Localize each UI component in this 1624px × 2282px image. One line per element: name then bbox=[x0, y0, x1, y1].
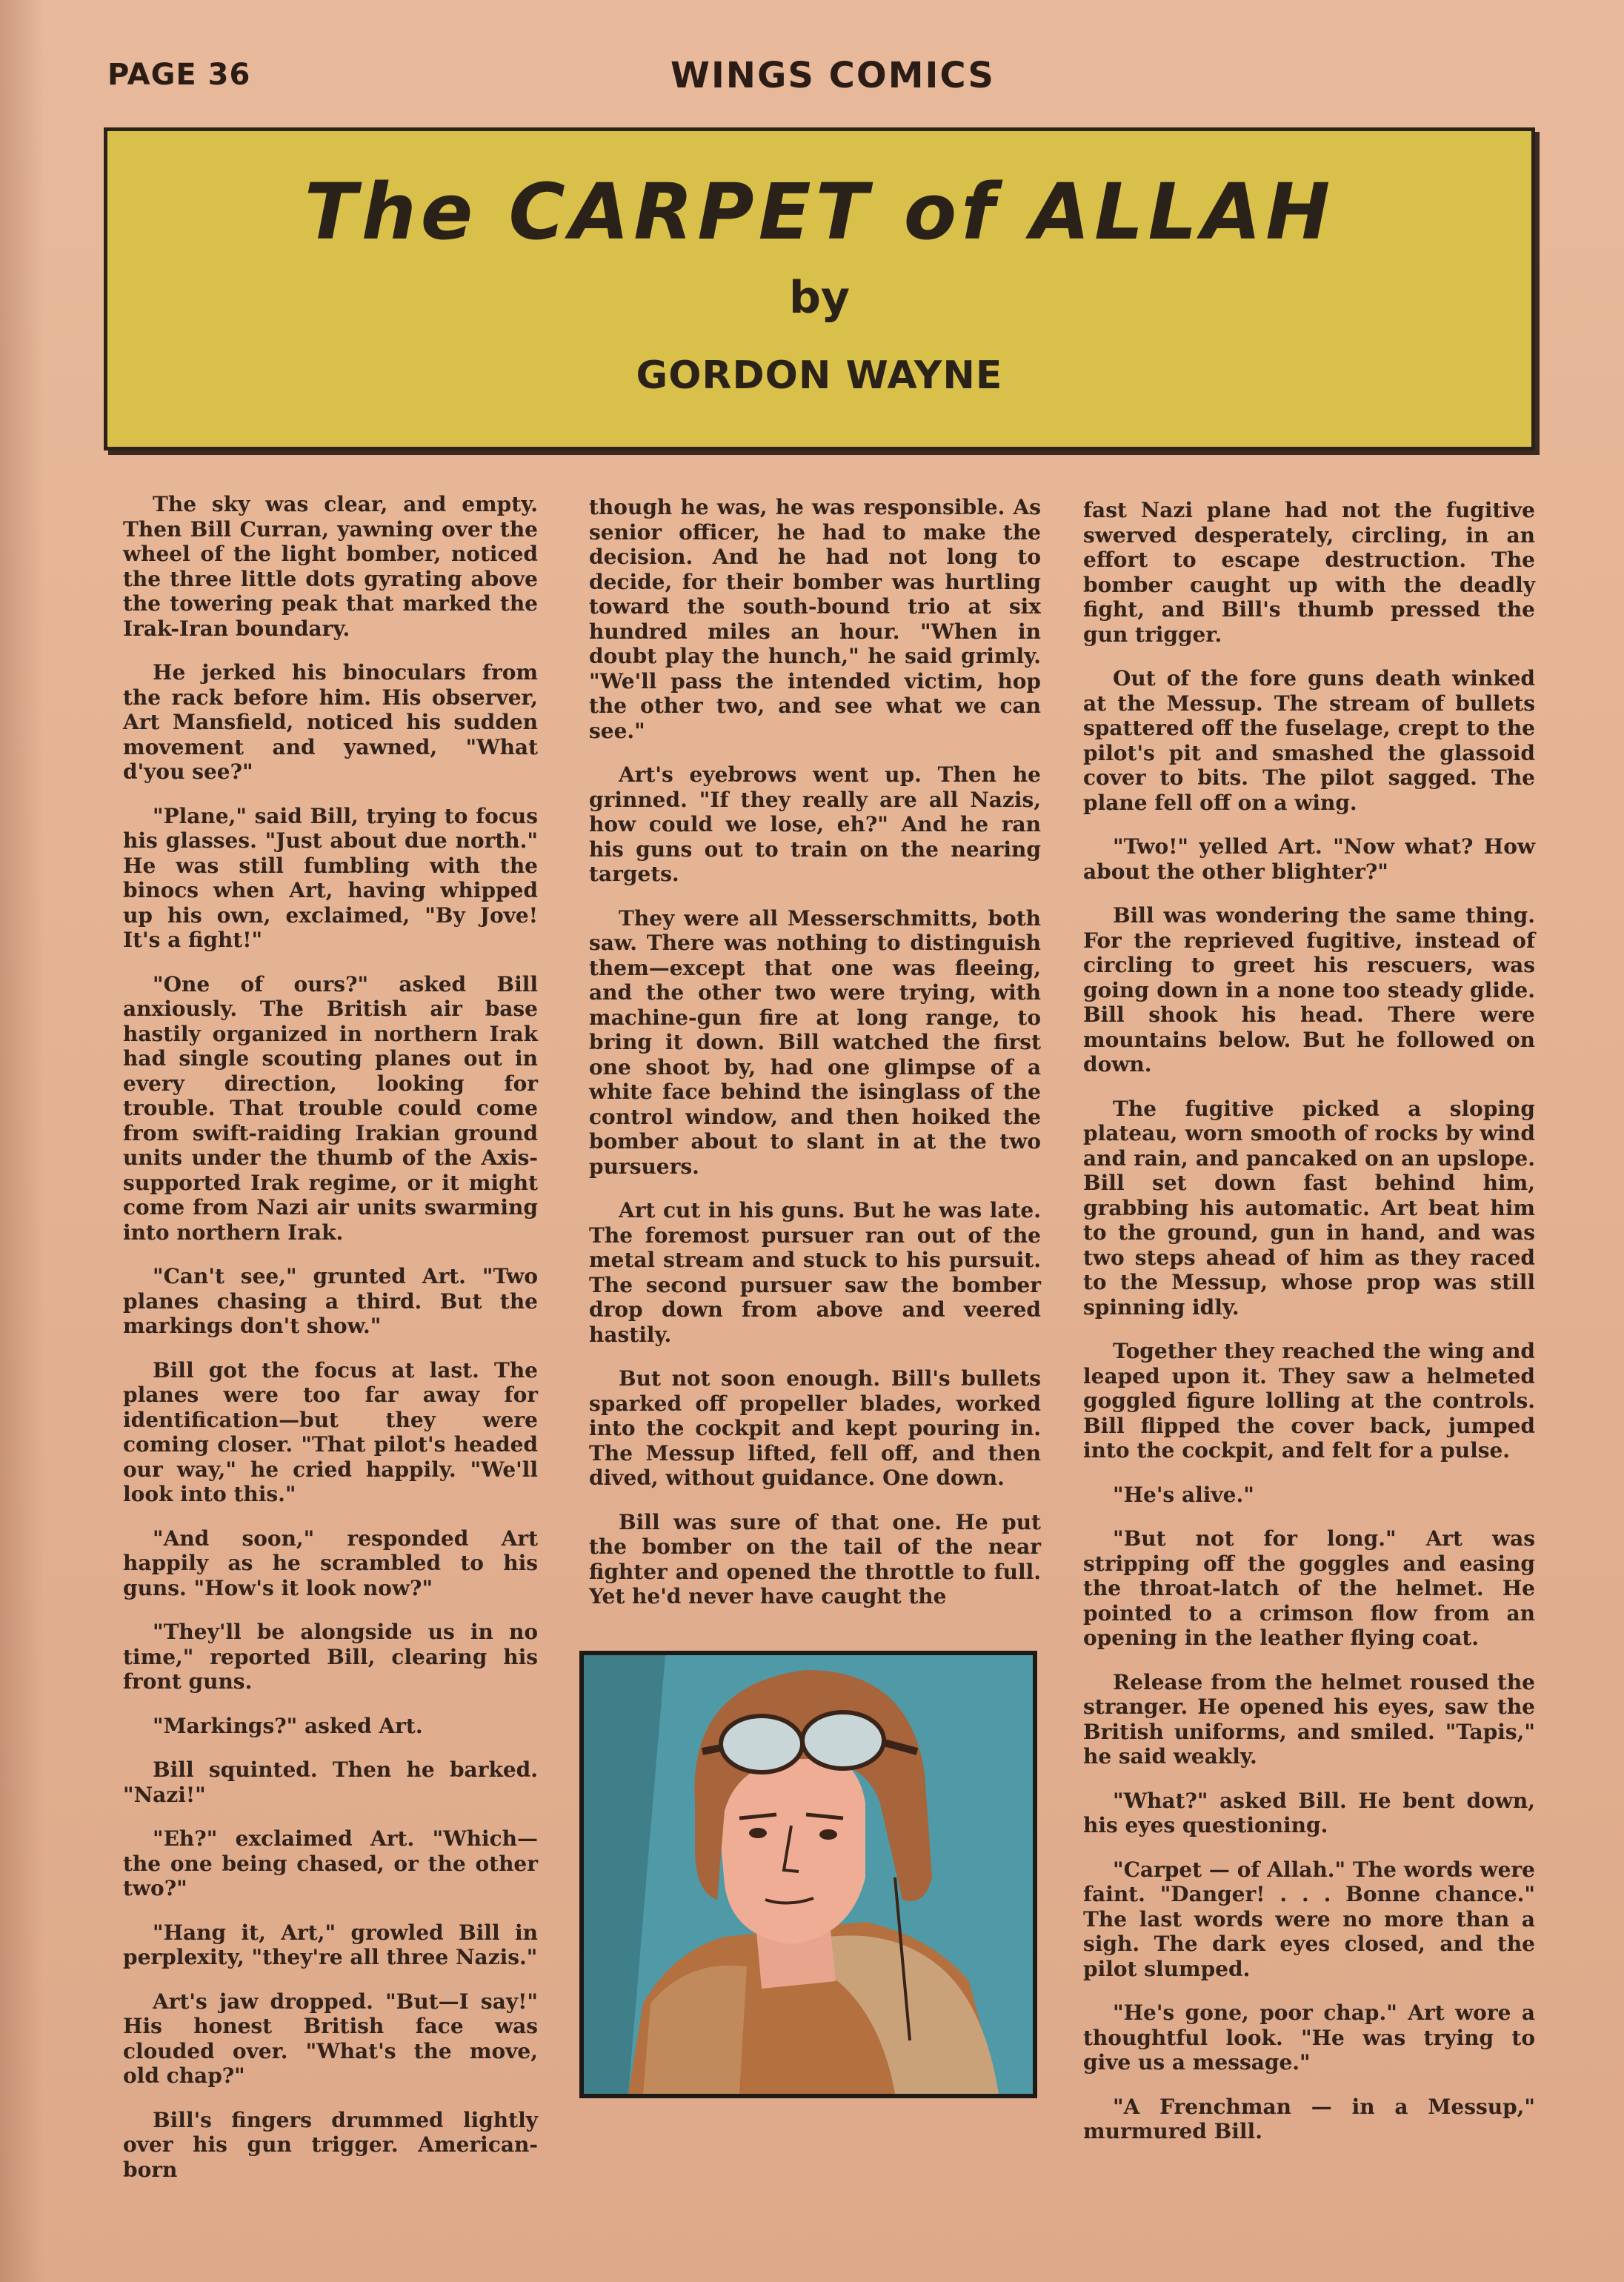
paragraph: "What?" asked Bill. He bent down, his eyes questioning. bbox=[1083, 1788, 1535, 1837]
page-spine-shadow bbox=[0, 0, 44, 2282]
paragraph: Out of the fore guns death winked at the Messup. The stream of bullets spattered off the fuselage, crept to the pilot's pit and smashed the glassoid cover to bits. The pilot sagged. The plane fell off on a wing. bbox=[1083, 666, 1535, 815]
paragraph: Release from the helmet roused the stranger. He opened his eyes, saw the British uniforms, and smiled. "Tapis," he said weakly. bbox=[1083, 1669, 1535, 1769]
paragraph: "Can't see," grunted Art. "Two planes chasing a third. But the markings don't show." bbox=[123, 1264, 538, 1338]
paragraph: Bill got the focus at last. The planes were too far away for identification—but they were coming closer. "That pilot's headed our way," he cried happily. "We'll look into this." bbox=[123, 1357, 538, 1506]
paragraph: Together they reached the wing and leaped upon it. They saw a helmeted goggled figure lolling at the controls. Bill flipped the cover back, jumped into the cockpit, and felt for a pulse. bbox=[1083, 1339, 1535, 1463]
paragraph: "One of ours?" asked Bill anxiously. The British air base hastily organized in northern Irak had single scouting planes out in every direction, looking for trouble. That trouble could come from swift-raiding Irakian ground units under the thumb of the Axis-supported Irak regime, or it might come from Nazi air units swarming into northern Irak. bbox=[123, 971, 538, 1245]
paragraph: "He's alive." bbox=[1113, 1482, 1254, 1507]
page-number: PAGE 36 bbox=[107, 58, 251, 92]
paragraph: "Markings?" asked Art. bbox=[153, 1713, 423, 1738]
story-title-box bbox=[104, 127, 1535, 450]
paragraph: Bill was wondering the same thing. For the reprieved fugitive, instead of circling to greet his rescuers, was going down in a none too steady glide. Bill shook his head. There were mountains below. But he followed on down. bbox=[1083, 903, 1535, 1077]
paragraph: But not soon enough. Bill's bullets sparked off propeller blades, worked into the cockpit and kept pouring in. The Messup lifted, fell off, and then dived, without guidance. One down. bbox=[589, 1366, 1041, 1490]
paragraph: "Carpet — of Allah." The words were faint. "Danger! . . . Bonne chance." The last words were no more than a sigh. The dark eyes closed, and the pilot slumped. bbox=[1083, 1857, 1535, 1981]
paragraph: Bill was sure of that one. He put the bomber on the tail of the near fighter and opened the throttle to full. Yet he'd never have caught the bbox=[589, 1509, 1041, 1609]
paragraph: "He's gone, poor chap." Art wore a thoughtful look. "He was trying to give us a message." bbox=[1083, 2000, 1535, 2075]
paragraph: Bill's fingers drummed lightly over his gun trigger. American-born bbox=[123, 2107, 538, 2182]
paragraph: Art's eyebrows went up. Then he grinned. "If they really are all Nazis, how could we lose, eh?" And he ran his guns out to train on the nearing targets. bbox=[589, 762, 1041, 886]
paragraph: "Hang it, Art," growled Bill in perplexity, "they're all three Nazis." bbox=[123, 1920, 538, 1969]
paragraph: "A Frenchman — in a Messup," murmured Bill. bbox=[1083, 2094, 1535, 2143]
paragraph: "Plane," said Bill, trying to focus his glasses. "Just about due north." He was still fumbling with the binocs when Art, having whipped up his own, exclaimed, "By Jove! It's a fight!" bbox=[123, 803, 538, 952]
paragraph: "Two!" yelled Art. "Now what? How about the other blighter?" bbox=[1083, 834, 1535, 884]
paragraph: "But not for long." Art was stripping off the goggles and easing the throat-latch of the helmet. He pointed to a crimson flow from an opening in the leather flying coat. bbox=[1083, 1526, 1535, 1650]
text-column-2 bbox=[589, 495, 1041, 1629]
paragraph: Art cut in his guns. But he was late. The foremost pursuer ran out of the metal stream and stuck to his pursuit. The second pursuer saw the bomber drop down from above and veered hastily. bbox=[589, 1198, 1041, 1347]
paragraph: They were all Messerschmitts, both saw. There was nothing to distinguish them—except that one was fleeing, and the other two were trying, with machine-gun fire at long range, to bring it down. Bill watched the first one shoot by, had one glimpse of a white face behind the isinglass of the control window, and then hoiked the bomber about to slant in at the two pursuers. bbox=[589, 905, 1041, 1179]
pilot-illustration-panel bbox=[579, 1651, 1037, 2098]
magazine-title: WINGS COMICS bbox=[670, 55, 995, 96]
paragraph: "They'll be alongside us in no time," reported Bill, clearing his front guns. bbox=[123, 1620, 538, 1694]
story-title: The CARPET of ALLAH bbox=[304, 167, 1335, 257]
story-author: GORDON WAYNE bbox=[636, 353, 1003, 398]
story-byline: by bbox=[788, 272, 851, 324]
page-header bbox=[107, 55, 1520, 102]
text-column-1 bbox=[123, 492, 538, 2201]
paragraph: fast Nazi plane had not the fugitive swerved desperately, circling, in an effort to escape destruction. The bomber caught up with the deadly fight, and Bill's thumb pressed the gun trigger. bbox=[1083, 498, 1535, 647]
paragraph: "And soon," responded Art happily as he scrambled to his guns. "How's it look now?" bbox=[123, 1526, 538, 1600]
paragraph: Bill squinted. Then he barked. "Nazi!" bbox=[123, 1757, 538, 1807]
paragraph: The sky was clear, and empty. Then Bill Curran, yawning over the wheel of the light bomber, noticed the three little dots gyrating above the towering peak that marked the Irak-Iran boundary. bbox=[123, 492, 538, 641]
paragraph: The fugitive picked a sloping plateau, worn smooth of rocks by wind and rain, and pancaked on an upslope. Bill set down fast behind him, grabbing his automatic. Art beat him to the ground, gun in hand, and was two steps ahead of him as they raced to the Messup, whose prop was still spinning idly. bbox=[1083, 1096, 1535, 1320]
paragraph: He jerked his binoculars from the rack before him. His observer, Art Mansfield, noticed his sudden movement and yawned, "What d'you see?" bbox=[123, 660, 538, 784]
pilot-portrait-icon bbox=[584, 1655, 1033, 2094]
text-column-3 bbox=[1083, 498, 1535, 2163]
paragraph: though he was, he was responsible. As senior officer, he had to make the decision. And he had not long to decide, for their bomber was hurtling toward the south-bound trio at six hundred miles an hour. "When in doubt play the hunch," he said grimly. "We'll pass the intended victim, hop the other two, and see what we can see." bbox=[589, 495, 1041, 743]
paragraph: Art's jaw dropped. "But—I say!" His honest British face was clouded over. "What's the move, old chap?" bbox=[123, 1989, 538, 2088]
paragraph: "Eh?" exclaimed Art. "Which—the one being chased, or the other two?" bbox=[123, 1826, 538, 1900]
